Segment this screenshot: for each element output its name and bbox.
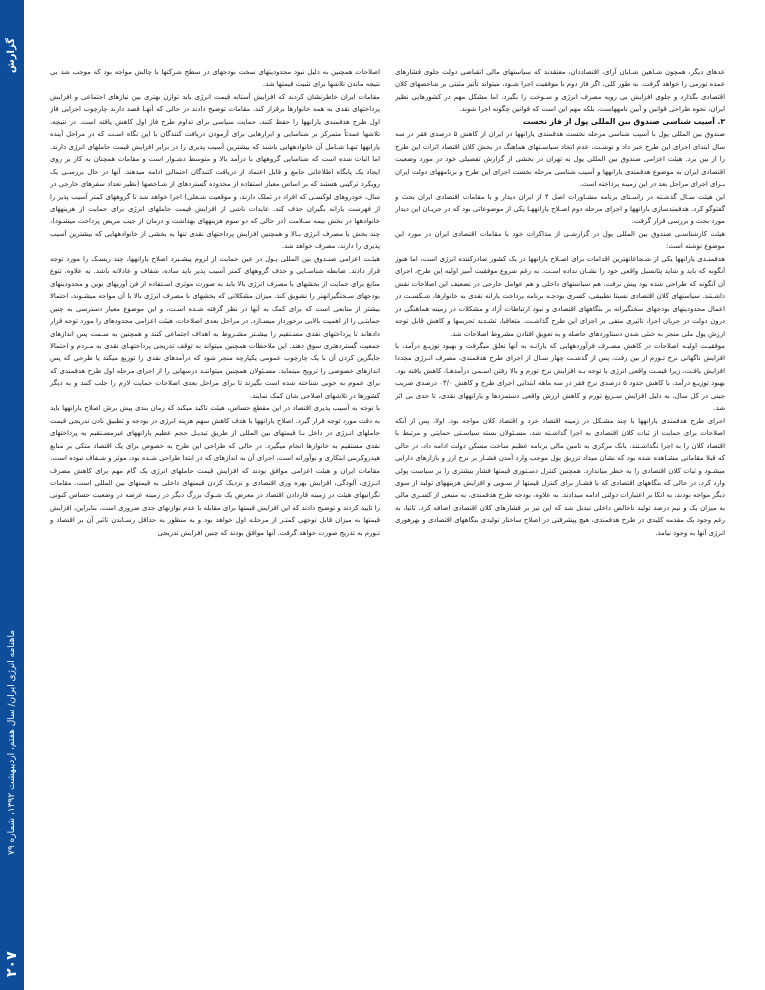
- article-column-left: [50, 66, 380, 966]
- paragraph: هدفمنـدی یارانهها یکی از شـجاعانهترین اقدامات برای اصـلاح یارانهها در یک کشور صادرکننده انرژی است، اما هنوز آنگونه که باید و شاید پتانسیل واقعی خود را نشـان نداده اسـت. به رغم شروع موفقیت آمیز اولیه این طرح، اجرای آن آنگونه که طراحی شده بود پیش نرفت. هم سیاستهای داخلی و هم عوامل خارجی در تضعیف این اصلاحات نقش داشـتند. سیاستهای کلان اقتصادی نسبتا تطبیقی، کسری بودجـه برنامه پرداخت یارانه نقدی به خانوارها، شـکسـت در اعمال محدودیتهای بودجهای سختگیرانه بر بنگاههای اقتصادی و نبود ارتباطات آزاد و مشکلات در زمینه هماهنگی در درون دولت در جریان اجرا، تاثیری منفی بر اجرای این طرح گذاشـت. متعاقبا، تشـدید تحریمها و کاهش قابل توجه ارزش پول ملی منجر به خنثی شدن دستاوردهای حاصله و به تعویق افتادن مشروط اصلاحات شد.: [395, 254, 725, 338]
- paragraph: عدهای دیگر، همچون شـاهین شـایان آرای، اقتصاددان، معتقدند که سیاستهای مالی انقباضی دولت جلوی فشارهای عمده تورمی را خواهد گرفت. به طور کلی، اگر فاز دوم با موفقیت اجرا شـود، میتواند تأثیر مثبتی بر شاخصهای کلان اقتصادی بگذارد و جلوی افزایش بی رویه مصرف انرژی و سـوخت را بگیرد. اما مشکل مهم در کشورهایی نظیر ایران، نحوه طراحی قوانین و آیین نامههاست، بلکه مهم این است که قوانین چگونه اجرا شوند.: [395, 68, 725, 114]
- journal-info: ماهنامه انرژی ایران/ سال هفتم، اردیبهشت ۱۳۹۲، شماره ۷۹: [7, 629, 17, 856]
- paragraph: با توجه به آسیب پذیری اقتصاد در این مقطع حساس، هیئت تاکید میکند که زمان بندی پیش برش اصلاح یارانهها باید به دقت مورد توجه قرار گیرد. اصلاح یارانهها با هدف کاهش سهم هزینه انرژی در بودجه و تطبیق نادن تدریجی قیمت حاملهای انـرژی در داخل بـا قیمتهای بین المللی از طریق تبدیـل حجم عظیم یارانههای غیرمسـتقیم به پرداختهای نقدی مستقیم به خانوارها انجام میگیرد. در حالی که طراحی این طرح به خصوص برای یک اقتصاد متکی بر منابع هیدروکربنی ابتکاری و نوآورانه است، اجرای آن به اندازهای که در ابتدا طراحی شـده بود، موثر و شـفاف نبوده است.: [50, 404, 380, 463]
- paragraph: هیئت کارشناسـی صندوق بین المللی پول در گزارشـی از مذاکرات خود با مقامات اقتصادی ایران در مورد این موضوع نوشته است:: [395, 229, 725, 251]
- page-number: ۲۰۷: [4, 951, 20, 977]
- paragraph: صندوق بین المللی پول با آسیب شناسی مرحله نخست هدفمندی یارانهها در ایران از کاهش ۵ درصدی فقر در سه سال ابتدای اجرای این طرح خبر داد و نوشـت، عدم اتخاذ سیاسـتهای هماهنگ در بخش کلان اقتصاد اثرات این طرح را از بین برد. هیئت اعزامی صندوق بین المللی پول به تهران در بخشی از گزارش تفصیلی خود در مورد وضعیت اقتصادی ایران به موضوع هدفمندی یارانهها و آسیب شناسی مرحله نخست اجرای این طرح و برنامههای دولت ایران بـرای اجرای مراحل بعد در این زمینه پرداخته است.: [395, 130, 725, 189]
- section-label: گزارش: [6, 37, 17, 73]
- paragraph: مقامات ایران و هیئت اعزامی موافق بودند که افزایش قیمت حاملهای انرژی یک گام مهم برای کاهش مصرف انـرژی، آلودگی، افزایش بهره وری اقتصادی و نزدیک کردن قیمتهای داخلی به قیمتهای بین المللی است. مقامات نگرانیهای هیئت در زمینه قاردادن اقتصاد در معرض یک شـوک بزرگ دیگر در زمینه عرضه در وضعیت حساس کنونی را تایید کردند و توضیح دادند که این افزایش قیمتها برای مقابله با عدم توازنهای جدی ضروری است. بنابراین، افزایش قیمتها به میزان قابل توجهی کمتـر از مرحلـه اول خواهد بود و به منظور به حداقل رسـاندن تاثیر آن بر اقتصاد و تـورم به تدریج صورت خواهد گرفت. آنها موافق بودند که چنین افزایش تدریجی: [50, 466, 380, 537]
- paragraph: هیئـت اعزامی صنـدوق بین المللی پـول در عین حمایت از لزوم پیشـبرد اصلاح یارانهها، چند ریسـک را مورد توجه قرار دادند. ضابطه شناسـایی و حذف گروههای کمتر آسیب پذیر باید ساده، شفاف و عادلانه باشد. به علاوه، تنوع منابع برای حمایت از بخشهای با مصرف انرژی بالا باید به صورت موثری اسـتفاده از فن آوریهای نوین و محدودیتهای بودجهای سـختگیرانهتر را تشویق کند. میزان مشکلاتی که بخشهای با مصرف انرژی بالا با آن مواجه میشـوند، احتمالا بیشتر از منابعی است که برای کمک به آنها در نظر گرفته شـده اسـت، و این موضوع معیار دسترسی به چنین حمایتـی را از اهمیت بالایی برخوردار میسـازد. در مراحل بعدی اصلاحات، هیئت اعزامی محدودهای را مورد توجه قرار دادهاند تا پرداختهای نقدی مسـتقیم را بیشـتر مشـروط به اهداف اجتماعی کنند و همچنین به سـمت پس اندازهای جمعیت گستردهتری سوق دهند. این ملاحظات همچنین میتواند به توقف تدریجی پرداختهـای نقدی به مـردم و احتمالا جایگزین کردن آن با یک چارچوب عمومی یکپارچه منجر شود که درآمدهای نقدی را توزیع میکند یا طرحی که پس اندازهای خصوصی را ترویج مینماید. مسـئولان همچنین میتواننـد درسهایی را از اجرای مرحله اول طرح هدفمندی که برای عموم به خوبی شناخته شده است بگیرند تا برای مراحل بعدی اصلاحات حمایت لازم را جلب کنند و به دیگر کشورها در تلاشهای اصلاحی شان کمک نمایند.: [50, 254, 380, 400]
- article-column-right: [395, 66, 725, 966]
- paragraph: مقامات ایران خاطرنشان کردند که افزایش آستانه قیمت انرژی باید توازن بهتری بین نیازهای اجتماعی و افزایش پرداختهای نقدی به همه خانوارها برقرار کند. مقامات توضیح دادند در حالی که آنهـا قصد دارند چارچوب اجرایی فاز اول طرح هدفمندی یارانهها را حفظ کنند، حمایت سیاسی برای تداوم طرح فاز اول کاهش یافته است. در نتیجه، تلاشها عمدتاً متمرکز بر شناسایی و ابزارهایی برای آزمودن دریافت کنندگان با این نگاه اسـت که در مراحل آینده یارانهها تنهـا شـامل آن خانوادههایی باشند که بیشترین آسیب پذیری را در برابر افزایش قیمت حاملهای انرژی دارند. اما اثبات شده است که شناسایی گروههای با درآمد بالا و متوسط دشـوار است و مقامات همچنان به کار بر روی ایجاد یک پایگاه اطلاعاتی جامع و قابل اعتماد از دریافت کنندگان احتمالی ادامه میدهند. آنها در حال بررسـی یک رویکرد ترکیبی هستند که بر اساس معیار استفاده از محدوده گستردهای از شـاخصها (نظیر تعداد سفرهای خارجی در سال، خودروهای لوکسـی که افراد در تملک دارند، و موقعیت شـغلی) اجرا خواهد شد تا گروههای کمتر آسیب پذیر را از فهرست یارانه بگیران حذف کند. عایدات ناشی از افزایش قیمت حاملهای انرژی برای حمایت از هزینههای خانوادهها در بخش بیمه سـلامت (در حالی که دو سوم هزینههای بهداشت و درمان از جیب مریض پرداخت میشـود)، چند بخش با مصرف انرژی بـالا و همچنین افزایش پرداختهای نقدی تنها به بخشی از خانوادههایی که بیشترین آسیب پذیری را دارند، مصرف خواهد شد.: [50, 92, 380, 251]
- paragraph: موفقیـت اولیـه اصلاحات در کاهش مصـرف فرآوردههایی که یارانـه به آنها تعلق میگرفت و بهبود توزیـع درآمد، با افزایش ناگهانی نرخ تـورم از بین رفت. پس از گذشـت چهار سـال از اجرای طرح هدفمندی، مصرف انـرژی مجددا افزایش یافـت، زیرا قیمـت واقعی انرژی با توجه بـه افزایش نرخ تورم و بالا رفتن اسـمی درآمدهـا، کاهش یافته بود. بهبود توزیـع درآمد، با کاهش حدود ۵ درصدی نرخ فقر در سه ماهه ابتدایی اجرای طرح و کاهش ۰۳/۰ درصدی ضریب جینی در کل سال، به دلیل افزایش سـریع تورم و کاهش ارزش واقعی دستمزدها و یارانههای نقدی، تا حدی بی اثر شد.: [395, 341, 725, 413]
- page-sidebar: [0, 0, 24, 990]
- paragraph: این هیئت سـال گذشـته در راسـتای برنامه مشـاورات اصل ۴ از ایران دیدار و با مقامات اقتصادی ایران بحث و گفتوگو کرد. هدفمندسازی یارانهها و اجرای مرحله دوم اصـلاح یارانههـا یکی از موضوعاتی بود که در جریـان این دیدار مورد بحث و بررسی قرار گرفت.: [395, 192, 725, 226]
- paragraph: اصلاحات همچنین به دلیل نبود محدودیتهای سخت بودجهای در سطح شرکتها با چالش مواجه بود که موجب شد بی نتیجه ماندن تلاشها برای تثبیت قیمتها شد.: [50, 68, 380, 89]
- section-heading: ۳. آسیب شناسی صندوق بین المللی پول از فاز نخست: [522, 116, 725, 126]
- paragraph: اجرای طرح هدفمندی یارانهها با چند مشـکل در زمینه اقتصاد خرد و اقتصاد کلان مواجه بود. اولا، پس از آنکه اصلاحات برای حمایت از ثبات کلان اقتصادی به اجرا گذاشـته شد، مسـئولان بسته سیاسـتی حمایتی و مرتبط با اقتصاد کلان را به اجرا نگذاشـتند. بانک مرکزی به تامین مالی برنامه عظیم ساخت مسکن دولت ادامه داد، در حالی که قبلا مقاماتی مشـاهده شده بود که نشان میداد تزریق پول موجب وارد آمدن فشـار بر نرخ ارز و بازارهای دارایی میشـود و ثبات کلان اقتصادی را به خطر میاندازد. همچنین کنترل دسـتوری قیمتها فشار بیشتری را بر سیاست پولی وارد کرد، در حالی که بنگاههای اقتصادی که با فشـار برای کنترل قیمتها از سـویی و افزایش هزینههای تولید از سوی دیگر مواجه بودند، به اتکا بر اعتبارات دولتی ادامه میدادند. به علاوه، بودجه طرح هدفمندی، به منبعی از کسـری مالی به میزان یک و نیم درصد تولید ناخالص داخلی تبدیل شد که این نیز بر فشارهای کلان اقتصادی اضافه کرد. ثانیا، به رغم وجود یک مقدمه کلیدی در طرح هدفمندی، هیچ پیشرفتی در اصلاح ساختار تولیدی بنگاههای اقتصادی و بهرهوری انرژی آنها به وجود نیامد.: [395, 416, 725, 537]
